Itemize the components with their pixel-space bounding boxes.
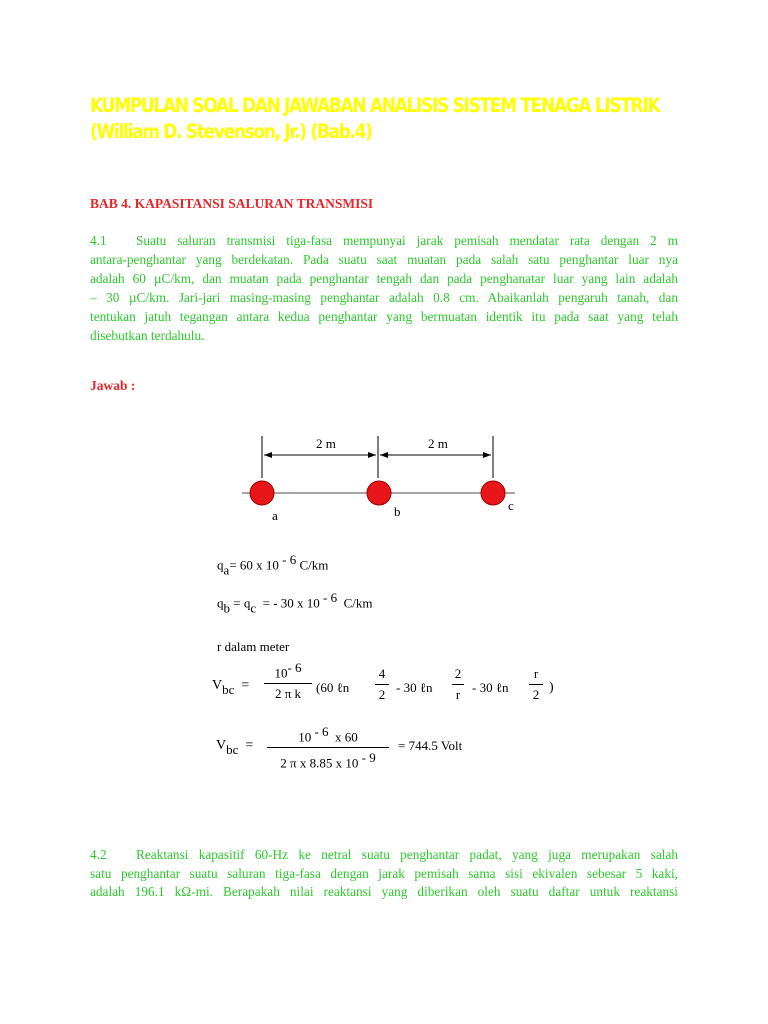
distance-ab-label: 2 m xyxy=(316,436,336,451)
text-line: Suatu saluran transmisi tiga-fasa mempunyai jarak pemisah mendatar rata dengan 2 m xyxy=(136,233,678,248)
label-c: c xyxy=(508,498,514,513)
paren-close: ) xyxy=(549,680,554,695)
log-term: - 30 ℓn xyxy=(472,680,509,695)
text-line: satu penghantar suatu saluran tiga-fasa dengan jarak pemisah sama sisi ekivalen sebesar 5 kaki, xyxy=(90,866,678,881)
log-term: (60 ℓn xyxy=(316,680,350,695)
label-b: b xyxy=(394,504,401,519)
text-line: – 30 µC/km. Jari-jari masing-masing penghantar adalah 0.8 cm. Abaikanlah pengaruh tanah, dan xyxy=(90,290,678,305)
question-number: 4.2 xyxy=(90,847,107,862)
fraction: 2 r xyxy=(452,666,464,703)
question-number: 4.1 xyxy=(90,233,107,248)
text-line: Reaktansi kapasitif 60-Hz ke netral suatu penghantar padat, yang juga merupakan salah xyxy=(136,847,678,862)
fraction: 4 2 xyxy=(375,666,389,703)
eq-qa: $q_a= 60$ x 10 $^{- 6}$ C/km xyxy=(217,552,329,578)
log-term: - 30 ℓn xyxy=(396,680,433,695)
text-line: adalah 196.1 kΩ-mi. Berapakah nilai reaktansi yang diberikan oleh suatu daftar untuk reaktansi xyxy=(90,884,678,899)
text-line: disebutkan terdahulu. xyxy=(90,328,205,343)
conductor-a xyxy=(250,481,274,505)
fraction: r 2 xyxy=(529,666,543,703)
result: = 744.5 Volt xyxy=(398,738,463,753)
conductor-b xyxy=(367,481,391,505)
fraction-1: $10^{- 6}$ 2 π k xyxy=(264,660,312,702)
text-line: antara-penghantar yang berdekatan. Pada suatu saat muatan pada salah satu penghantar luar nya xyxy=(90,252,678,267)
chapter-heading: BAB 4. KAPASITANSI SALURAN TRANSMISI xyxy=(90,196,374,211)
distance-bc-label: 2 m xyxy=(428,436,448,451)
label-a: a xyxy=(272,508,278,523)
conductor-c xyxy=(481,481,505,505)
fraction-2: 10 $^{- 6}$ x 60 2 π x 8.85 x 10 $^{- 9}$ xyxy=(267,724,389,772)
doc-title-line1: KUMPULAN SOAL DAN JAWABAN ANALISIS SISTEM TENAGA LISTRIK xyxy=(90,94,660,118)
eq-qb-qc: $q_b = q_c$ = - 30 x 10 $^{- 6}$ C/km xyxy=(217,590,373,616)
text-line: tentukan jatuh tegangan antara kedua penghantar yang bermuatan identik itu pada saat yang telah xyxy=(90,309,678,324)
text-line: adalah 60 µC/km, dan muatan pada penghantar tengah dan pada penghanatar luar yang lain adalah xyxy=(90,271,678,286)
doc-title-line2: (William D. Stevenson, Jr.) (Bab.4) xyxy=(90,120,372,144)
eq-vbc-1-lhs: $V_{bc}$ = xyxy=(212,678,250,697)
r-note: r dalam meter xyxy=(217,639,290,654)
answer-label: Jawab : xyxy=(90,378,136,393)
eq-vbc-2-lhs: $V_{bc}$ = xyxy=(216,738,254,757)
